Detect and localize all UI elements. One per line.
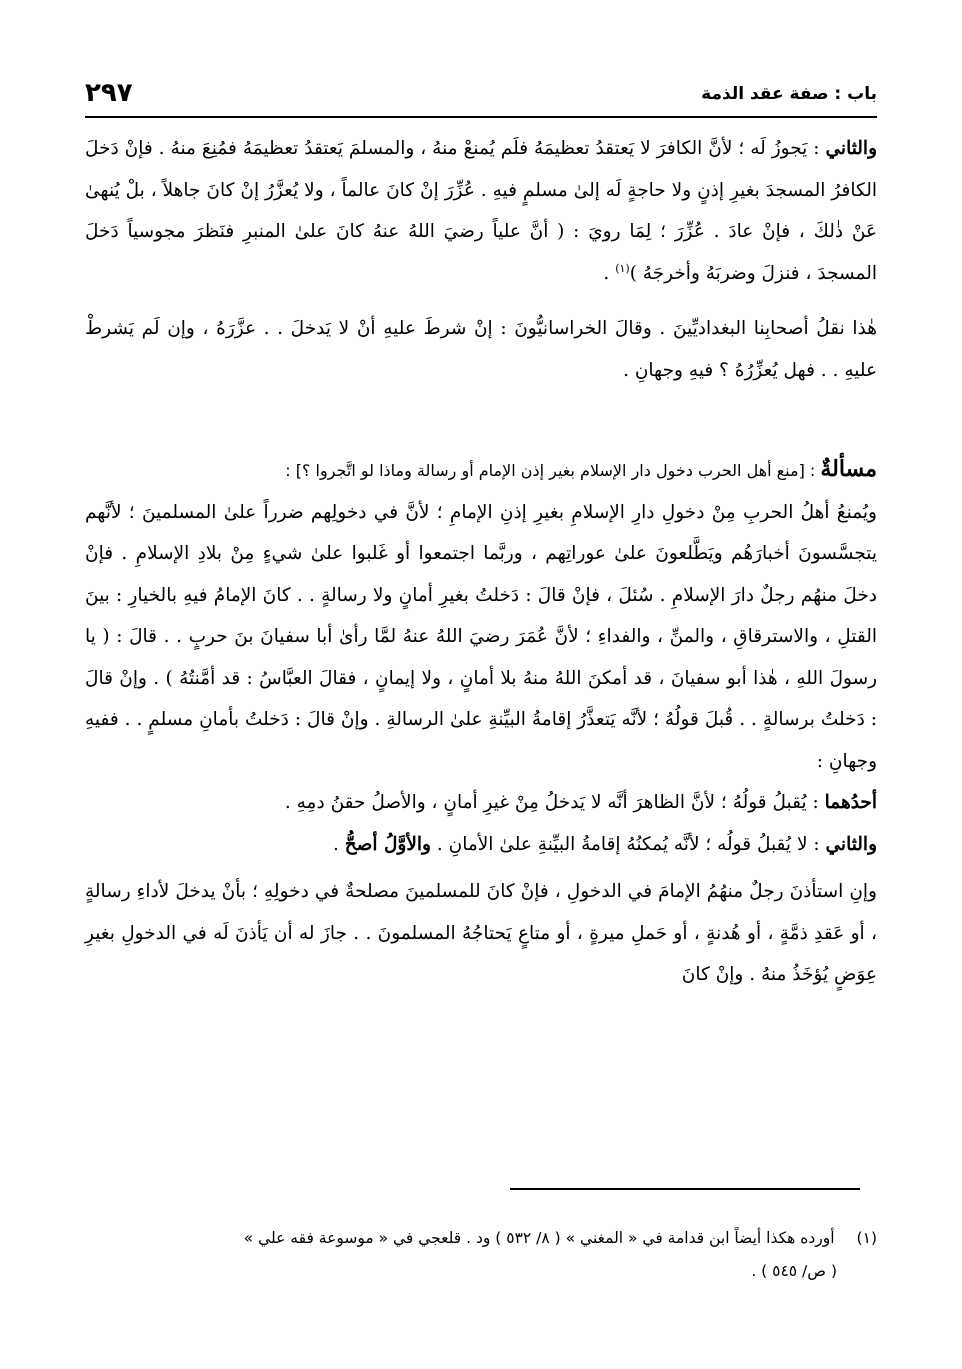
page-number: ٢٩٧ xyxy=(85,78,133,108)
paragraph-first-view xyxy=(85,782,877,824)
paragraph-tail: . xyxy=(332,833,345,855)
paragraph-transmission xyxy=(85,308,877,391)
footnotes xyxy=(85,1222,877,1288)
paragraph-lead: والثاني xyxy=(825,138,877,159)
paragraph-text: : يَجوزُ لَه ؛ لأنَّ الكافرَ لا يَعتقدُ تعظيمَهُ فلَم يُمنعْ منهُ ، والمسلمَ يَعتقدُ تعظيمَهُ فمُنِعَ منهُ . فإنْ دَخلَ الكافرُ المسجدَ بغيرِ إذنٍ ولا حاجةٍ لَه إلىٰ مسلمٍ فيهِ . عُزِّرَ إنْ كانَ عالماً ، ولا يُعزَّرُ إنْ كانَ جاهلاً ، بلْ يُنهىٰ عَنْ ذٰلكَ ، فإنْ عادَ . عُزِّرَ ؛ لِمَا رويَ : ( أنَّ علياً رضيَ اللهُ عنهُ كانَ علىٰ المنبرِ فنَظرَ مجوسياً دَخلَ المسجدَ ، فنزلَ وضربَهُ وأخرجَهُ ) xyxy=(85,138,877,284)
paragraph-second-view xyxy=(85,824,877,866)
running-title: باب : صفة عقد الذمة xyxy=(701,84,877,104)
paragraph-prohibition xyxy=(85,492,877,783)
paragraph-second-opinion xyxy=(85,128,877,294)
paragraph-text: هٰذا نقلُ أصحابِنا البغداديِّينَ . وقالَ الخراسانيُّونَ : إنْ شرطَ عليهِ أنْ لا يَدخلَ . . عزَّرَهُ ، وإن لَم يَشرطْ عليهِ . . فهل يُعزِّرُهُ ؟ فيهِ وجهانِ . xyxy=(85,318,877,381)
footnote-line xyxy=(85,1222,877,1255)
masala-heading xyxy=(85,449,877,492)
masala-note: : [منع أهل الحرب دخول دار الإسلام بغير إذن الإمام أو رسالة وماذا لو اتَّجروا ؟] : xyxy=(285,461,821,480)
paragraph-text: : لا يُقبلُ قولُه ؛ لأنَّه يُمكنُهُ إقامةُ البيِّنةِ علىٰ الأمانِ . xyxy=(430,833,826,855)
footnote-line-continuation xyxy=(85,1255,877,1288)
paragraph-lead: والثاني xyxy=(825,833,877,855)
paragraph-text: وإنِ استأذنَ رجلٌ منهُمُ الإمامَ في الدخولِ ، فإنْ كانَ للمسلمينَ مصلحةٌ في دخولِهِ ؛ بأنْ يدخلَ لأداءِ رسالةٍ ، أو عَقدِ ذمَّةٍ ، أو هُدنةٍ ، أو حَملِ ميرةٍ ، أو متاعٍ يَحتاجُهُ المسلمونَ . . جازَ له أن يَأذنَ لَه في الدخولِ بغيرِ عِوَضٍ يُؤخَذُ منهُ . وإنْ كانَ xyxy=(85,881,877,985)
footnote-text: ( ص/ ٥٤٥ ) . xyxy=(751,1262,837,1280)
paragraph-tail: . xyxy=(603,262,616,284)
preferred-view: والأوَّلُ أصحُّ xyxy=(344,833,431,855)
footnote-reference[interactable]: (١) xyxy=(615,261,630,275)
paragraph-text: ويُمنعُ أهلُ الحربِ مِنْ دخولِ دارِ الإسلامِ بغيرِ إذنِ الإمامِ ؛ لأنَّ في دخولِهم ضرراً علىٰ المسلمينَ ؛ لأنَّهم يتجسَّسونَ أخبارَهُم ويَطَّلعونَ علىٰ عوراتِهم ، وربَّما اجتمعوا أو غَلبوا علىٰ شيءٍ مِنْ بلادِ الإسلامِ . فإنْ دخلَ منهُم رجلٌ دارَ الإسلامِ . سُئلَ ، فإنْ قالَ : دَخلتُ بغيرِ أمانٍ ولا رسالةٍ . . كانَ الإمامُ فيهِ بالخيارِ : بينَ القتلِ ، والاسترقاقِ ، والمنِّ ، والفداءِ ؛ لأنَّ عُمَرَ رضيَ اللهُ عنهُ لمَّا رأىٰ أبا سفيانَ بنَ حربٍ . . قالَ : ( يا رسولَ اللهِ ، هٰذا أبو سفيانَ ، قد أمكنَ اللهُ منهُ بلا أمانٍ ، ولا إيمانٍ ، فقالَ العبَّاسُ : قد أمَّنتُهُ ) . وإنْ قالَ : دَخلتُ برسالةٍ . . قُبلَ قولُهُ ؛ لأنَّه يَتعذَّرُ إقامةُ البيِّنةِ علىٰ الرسالةِ . وإنْ قالَ : دَخلتُ بأمانِ مسلمٍ . . ففيهِ وجهانِ : xyxy=(85,501,877,772)
page-header xyxy=(85,78,877,118)
paragraph-permission xyxy=(85,871,877,996)
footnote-marker: (١) xyxy=(856,1229,877,1247)
paragraph-lead: أحدُهما xyxy=(824,792,877,813)
masala-title: مسألةٌ xyxy=(820,456,877,482)
footnote-separator xyxy=(510,1188,860,1190)
paragraph-text: : يُقبلُ قولُهُ ؛ لأنَّ الظاهرَ أنَّه لا يَدخلُ مِنْ غيرِ أمانٍ ، والأصلُ حقنُ دمِهِ . xyxy=(284,792,825,813)
footnote-text: أورده هكذا أيضاً ابن قدامة في « المغني » ( ٨/ ٥٣٢ ) ود . قلعجي في « موسوعة فقه علي » xyxy=(243,1229,835,1247)
main-text xyxy=(85,128,877,996)
